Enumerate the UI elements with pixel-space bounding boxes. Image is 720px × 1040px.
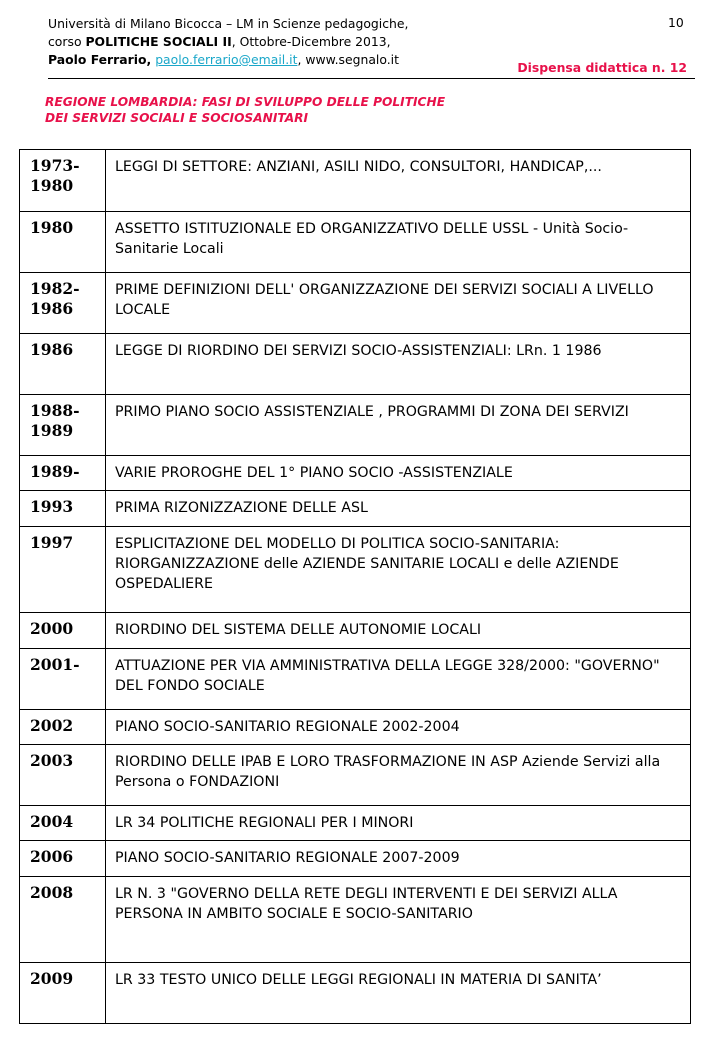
event-cell: PRIMO PIANO SOCIO ASSISTENZIALE , PROGRAMMI DI ZONA DEI SERVIZI	[106, 395, 691, 456]
header-line-university: Università di Milano Bicocca – LM in Scienze pedagogiche,	[48, 16, 409, 31]
event-cell: LR 33 TESTO UNICO DELLE LEGGI REGIONALI IN MATERIA DI SANITA’	[106, 963, 691, 1024]
header-site: , www.segnalo.it	[297, 52, 399, 67]
header-line-author	[48, 51, 408, 69]
year-cell: 1982- 1986	[20, 273, 106, 334]
year-cell: 2009	[20, 963, 106, 1024]
header-course-prefix: corso	[48, 34, 86, 49]
year-cell: 1973- 1980	[20, 150, 106, 212]
year-cell: 2006	[20, 841, 106, 877]
table-row	[20, 841, 691, 877]
event-cell: PRIMA RIZONIZZAZIONE DELLE ASL	[106, 491, 691, 527]
event-cell: ATTUAZIONE PER VIA AMMINISTRATIVA DELLA LEGGE 328/2000: "GOVERNO" DEL FONDO SOCIALE	[106, 649, 691, 710]
table-row	[20, 613, 691, 649]
year-cell: 1988- 1989	[20, 395, 106, 456]
table-row	[20, 527, 691, 613]
page-number: 10	[668, 15, 684, 30]
table-row	[20, 456, 691, 491]
year-cell: 1986	[20, 334, 106, 395]
table-row	[20, 877, 691, 963]
event-cell: RIORDINO DELLE IPAB E LORO TRASFORMAZIONE IN ASP Aziende Servizi alla Persona o FONDAZIONI	[106, 745, 691, 806]
event-cell: LEGGE DI RIORDINO DEI SERVIZI SOCIO-ASSISTENZIALI: LRn. 1 1986	[106, 334, 691, 395]
event-cell: PRIME DEFINIZIONI DELL' ORGANIZZAZIONE DEI SERVIZI SOCIALI A LIVELLO LOCALE	[106, 273, 691, 334]
table-row	[20, 649, 691, 710]
table-row	[20, 273, 691, 334]
event-cell: LR 34 POLITICHE REGIONALI PER I MINORI	[106, 806, 691, 841]
year-cell: 2008	[20, 877, 106, 963]
table-row	[20, 963, 691, 1024]
table-row	[20, 212, 691, 273]
year-cell: 2004	[20, 806, 106, 841]
table-row	[20, 710, 691, 745]
year-cell: 2001-	[20, 649, 106, 710]
author-email-link[interactable]: paolo.ferrario@email.it	[155, 52, 298, 67]
event-cell: LR N. 3 "GOVERNO DELLA RETE DEGLI INTERVENTI E DEI SERVIZI ALLA PERSONA IN AMBITO SOCIALE E SOCIO-SANITARIO	[106, 877, 691, 963]
year-cell: 1980	[20, 212, 106, 273]
year-cell: 2003	[20, 745, 106, 806]
event-cell: ASSETTO ISTITUZIONALE ED ORGANIZZATIVO DELLE USSL - Unità Socio- Sanitarie Locali	[106, 212, 691, 273]
subtitle-line-2: DEI SERVIZI SOCIALI E SOCIOSANITARI	[45, 111, 309, 125]
subtitle-line-1: REGIONE LOMBARDIA: FASI DI SVILUPPO DELLE POLITICHE	[45, 95, 446, 109]
table-row	[20, 334, 691, 395]
event-cell: PIANO SOCIO-SANITARIO REGIONALE 2002-2004	[106, 710, 691, 745]
event-cell: VARIE PROROGHE DEL 1° PIANO SOCIO -ASSISTENZIALE	[106, 456, 691, 491]
year-cell: 1997	[20, 527, 106, 613]
header-course-name: POLITICHE SOCIALI II	[85, 34, 232, 49]
table-row	[20, 395, 691, 456]
dispensa-label: Dispensa didattica n. 12	[517, 60, 687, 75]
header-divider	[48, 78, 695, 79]
document-subtitle	[45, 94, 445, 126]
year-cell: 2002	[20, 710, 106, 745]
year-cell: 2000	[20, 613, 106, 649]
table-row	[20, 806, 691, 841]
year-cell: 1989-	[20, 456, 106, 491]
header-author-name: Paolo Ferrario,	[48, 52, 152, 67]
event-cell: LEGGI DI SETTORE: ANZIANI, ASILI NIDO, CONSULTORI, HANDICAP,...	[106, 150, 691, 212]
event-cell: RIORDINO DEL SISTEMA DELLE AUTONOMIE LOCALI	[106, 613, 691, 649]
timeline-table	[19, 149, 691, 1024]
header-course-dates: , Ottobre-Dicembre 2013,	[231, 34, 391, 49]
year-cell: 1993	[20, 491, 106, 527]
event-cell: PIANO SOCIO-SANITARIO REGIONALE 2007-2009	[106, 841, 691, 877]
table-row	[20, 491, 691, 527]
event-cell: ESPLICITAZIONE DEL MODELLO DI POLITICA SOCIO-SANITARIA: RIORGANIZZAZIONE delle AZIENDE SANITARIE LOCALI e delle AZIENDE OSPEDALIERE	[106, 527, 691, 613]
document-header	[48, 15, 408, 69]
header-line-course	[48, 33, 408, 51]
table-row	[20, 150, 691, 212]
table-row	[20, 745, 691, 806]
